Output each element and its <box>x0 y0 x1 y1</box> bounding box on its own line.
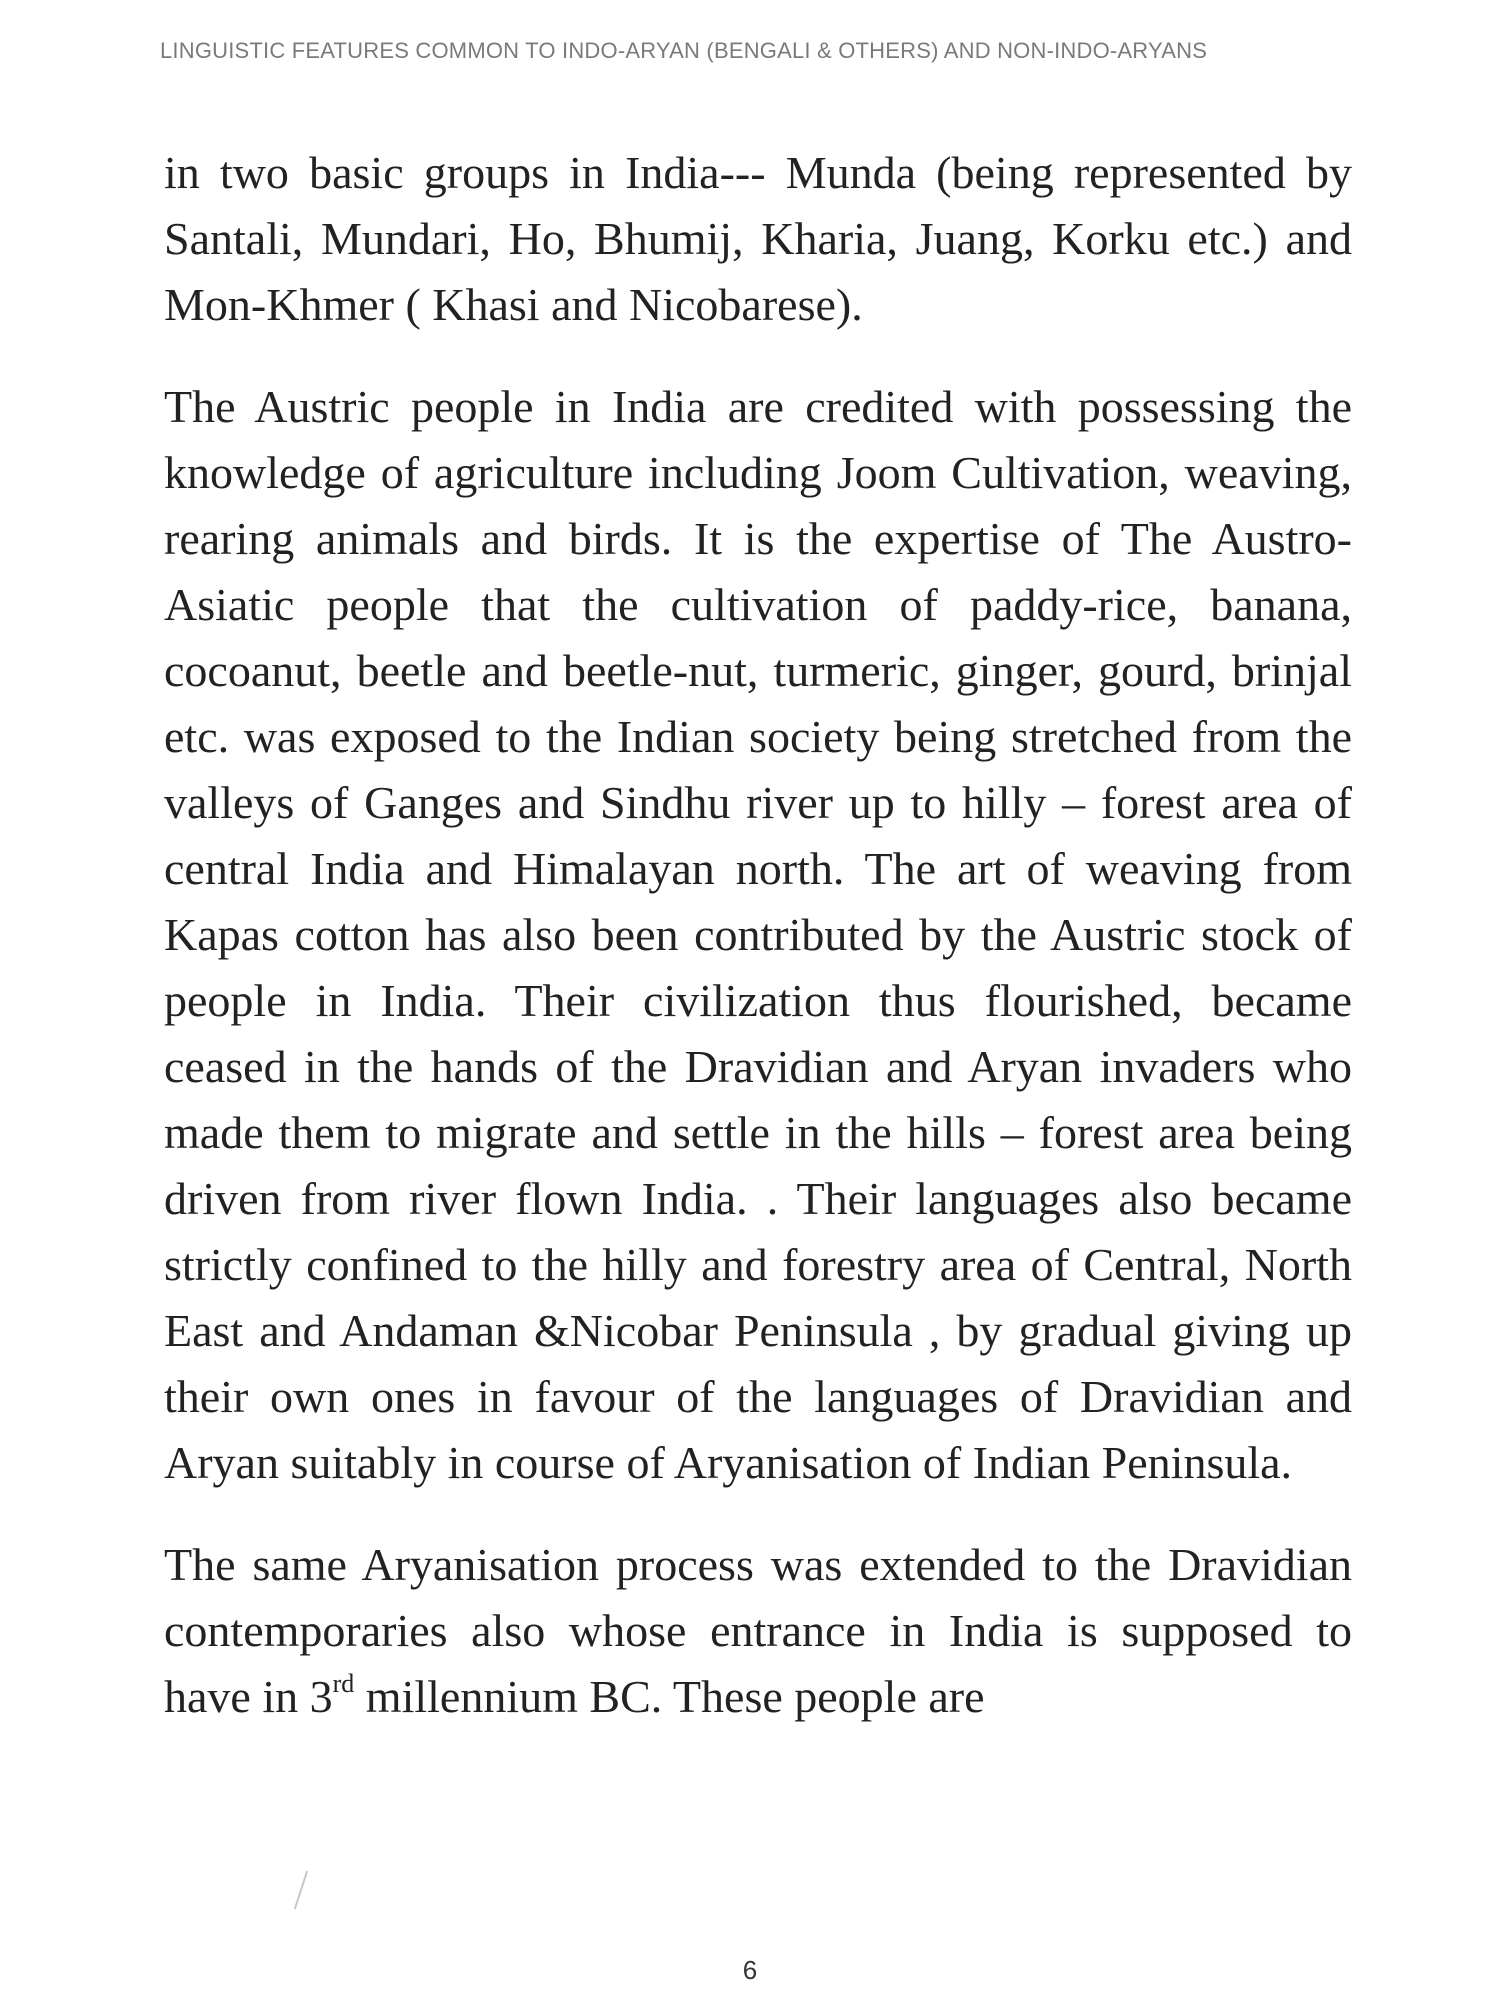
running-header: LINGUISTIC FEATURES COMMON TO INDO-ARYAN (BENGALI & OTHERS) AND NON-INDO-ARYANS <box>160 38 1208 63</box>
stray-pen-mark <box>294 1871 308 1910</box>
paragraph-3-text-end: millennium BC. These people are <box>354 1671 985 1722</box>
paragraph-3-text-start: The same Aryanisation process was extended to the Dravidian contemporaries also whose entrance in India is supposed to have in 3 <box>164 1539 1352 1722</box>
paragraph-1: in two basic groups in India--- Munda (being represented by Santali, Mundari, Ho, Bhumij, Kharia, Juang, Korku etc.) and Mon-Khmer ( Khasi and Nicobarese). <box>164 147 1352 330</box>
paragraph-3 <box>164 1532 1352 1730</box>
body-text <box>164 140 1352 1730</box>
page-number: 6 <box>742 1955 758 1985</box>
paragraph-2: The Austric people in India are credited with possessing the knowledge of agriculture including Joom Cultivation, weaving, rearing animals and birds. It is the expertise of The Austro-Asiatic people that the cultivation of paddy-rice, banana, cocoanut, beetle and beetle-nut, turmeric, ginger, gourd, brinjal etc. was exposed to the Indian society being stretched from the valleys of Ganges and Sindhu river up to hilly – forest area of central India and Himalayan north. The art of weaving from Kapas cotton has also been contributed by the Austric stock of people in India. Their civilization thus flourished, became ceased in the hands of the Dravidian and Aryan invaders who made them to migrate and settle in the hills – forest area being driven from river flown India. . Their languages also became strictly confined to the hilly and forestry area of Central, North East and Andaman &Nicobar Peninsula , by gradual giving up their own ones in favour of the languages of Dravidian and Aryan suitably in course of Aryanisation of Indian Peninsula. <box>164 381 1352 1488</box>
ordinal-superscript: rd <box>332 1668 355 1698</box>
